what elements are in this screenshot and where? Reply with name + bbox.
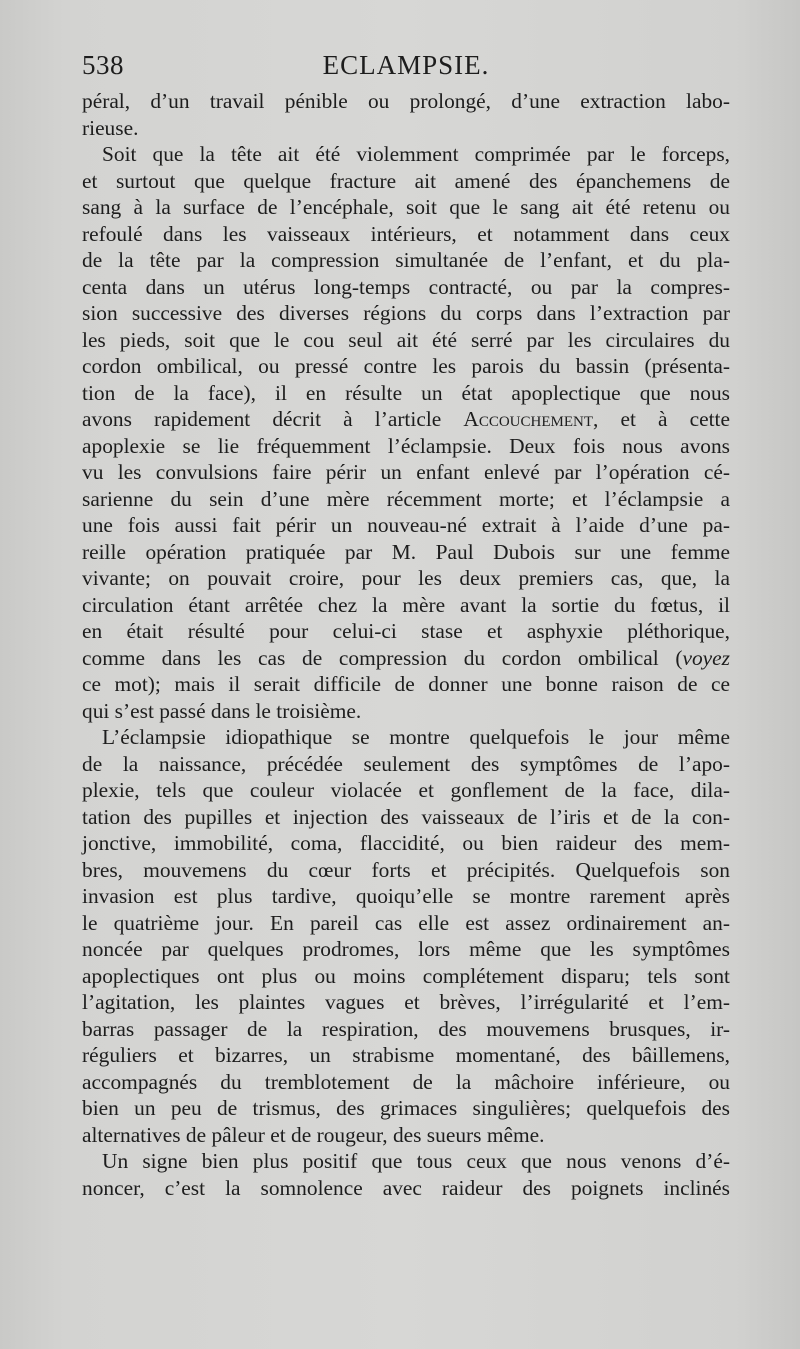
text-line: noncée par quelques prodromes, lors même que les symptômes bbox=[82, 937, 730, 961]
page-header bbox=[82, 50, 730, 90]
text-line: le quatrième jour. En pareil cas elle est assez ordinairement an- bbox=[82, 910, 730, 935]
text-line: et surtout que quelque fracture ait amené des épanchemens de bbox=[82, 168, 730, 193]
running-title: ECLAMPSIE. bbox=[322, 50, 490, 80]
line-fragment: comme dans les cas de compression du cordon ombilical ( bbox=[82, 645, 683, 670]
text-line: sarienne du sein d’une mère récemment morte; et l’éclampsie a bbox=[82, 486, 730, 511]
line-fragment: , et à cette bbox=[593, 407, 730, 431]
text-line: Un signe bien plus positif que tous ceux que nous venons d’é- bbox=[102, 1149, 730, 1173]
text-line: ce mot); mais il serait difficile de donner une bonne raison de ce bbox=[82, 672, 730, 696]
page-number: 538 bbox=[82, 50, 124, 80]
text-line: sion successive des diverses régions du corps dans l’extraction par bbox=[82, 301, 730, 325]
text-line: vivante; on pouvait croire, pour les deux premiers cas, que, la bbox=[82, 566, 730, 590]
text-line: l’agitation, les plaintes vagues et brèves, l’irrégularité et l’em- bbox=[82, 990, 730, 1014]
text-line: qui s’est passé dans le troisième. bbox=[82, 698, 362, 723]
text-line: noncer, c’est la somnolence avec raideur des poignets inclinés bbox=[82, 1175, 730, 1200]
text-line: plexie, tels que couleur violacée et gonflement de la face, dila- bbox=[82, 778, 730, 802]
text-line: barras passager de la respiration, des mouvemens brusques, ir- bbox=[82, 1016, 730, 1041]
text-line: Soit que la tête ait été violemment comprimée par le forceps, bbox=[102, 142, 730, 166]
text-line: une fois aussi fait périr un nouveau-né extrait à l’aide d’une pa- bbox=[82, 513, 730, 537]
text-line: reille opération pratiquée par M. Paul Dubois sur une femme bbox=[82, 539, 730, 564]
line-fragment: avons rapidement décrit à l’article bbox=[82, 407, 464, 431]
text-line: vu les convulsions faire périr un enfant enlevé par l’opération cé- bbox=[82, 460, 730, 484]
text-line: rieuse. bbox=[82, 115, 139, 140]
text-line: circulation étant arrêtée chez la mère avant la sortie du fœtus, il bbox=[82, 592, 730, 617]
text-line: invasion est plus tardive, quoiqu’elle se montre rarement après bbox=[82, 884, 730, 908]
italic-term: voyez bbox=[682, 645, 730, 670]
text-line: tation des pupilles et injection des vaisseaux de l’iris et de la con- bbox=[82, 804, 730, 829]
text-line: les pieds, soit que le cou seul ait été serré par les circulaires du bbox=[82, 327, 730, 352]
text-line: L’éclampsie idiopathique se montre quelquefois le jour même bbox=[102, 725, 730, 749]
text-line: réguliers et bizarres, un strabisme momentané, des bâillemens, bbox=[82, 1043, 730, 1067]
text-line: alternatives de pâleur et de rougeur, des sueurs même. bbox=[82, 1122, 545, 1147]
small-caps-term: Accouchement bbox=[463, 407, 593, 431]
text-line: accompagnés du tremblotement de la mâchoire inférieure, ou bbox=[82, 1069, 730, 1094]
text-line: péral, d’un travail pénible ou prolongé, d’une extraction labo- bbox=[82, 89, 730, 113]
text-line: cordon ombilical, ou pressé contre les parois du bassin (présenta- bbox=[82, 354, 730, 378]
text-line: bres, mouvemens du cœur forts et précipités. Quelquefois son bbox=[82, 857, 730, 882]
text-line: apoplexie se lie fréquemment l’éclampsie. Deux fois nous avons bbox=[82, 433, 730, 458]
text-line: en était résulté pour celui-ci stase et asphyxie pléthorique, bbox=[82, 619, 730, 643]
text-line: de la tête par la compression simultanée de l’enfant, et du pla- bbox=[82, 248, 730, 272]
text-line: apoplectiques ont plus ou moins complétement disparu; tels sont bbox=[82, 963, 730, 988]
text-line: tion de la face), il en résulte un état apoplectique que nous bbox=[82, 380, 730, 405]
text-line: refoulé dans les vaisseaux intérieurs, et notamment dans ceux bbox=[82, 221, 730, 246]
text-line bbox=[82, 645, 730, 672]
body-text bbox=[82, 88, 730, 1201]
text-line: de la naissance, précédée seulement des symptômes de l’apo- bbox=[82, 751, 730, 776]
text-line: bien un peu de trismus, des grimaces singulières; quelquefois des bbox=[82, 1096, 730, 1120]
text-line: jonctive, immobilité, coma, flaccidité, ou bien raideur des mem- bbox=[82, 831, 730, 855]
text-line: sang à la surface de l’encéphale, soit que le sang ait été retenu ou bbox=[82, 195, 730, 219]
text-line bbox=[82, 406, 730, 433]
text-line: centa dans un utérus long-temps contracté, ou par la compres- bbox=[82, 274, 730, 299]
